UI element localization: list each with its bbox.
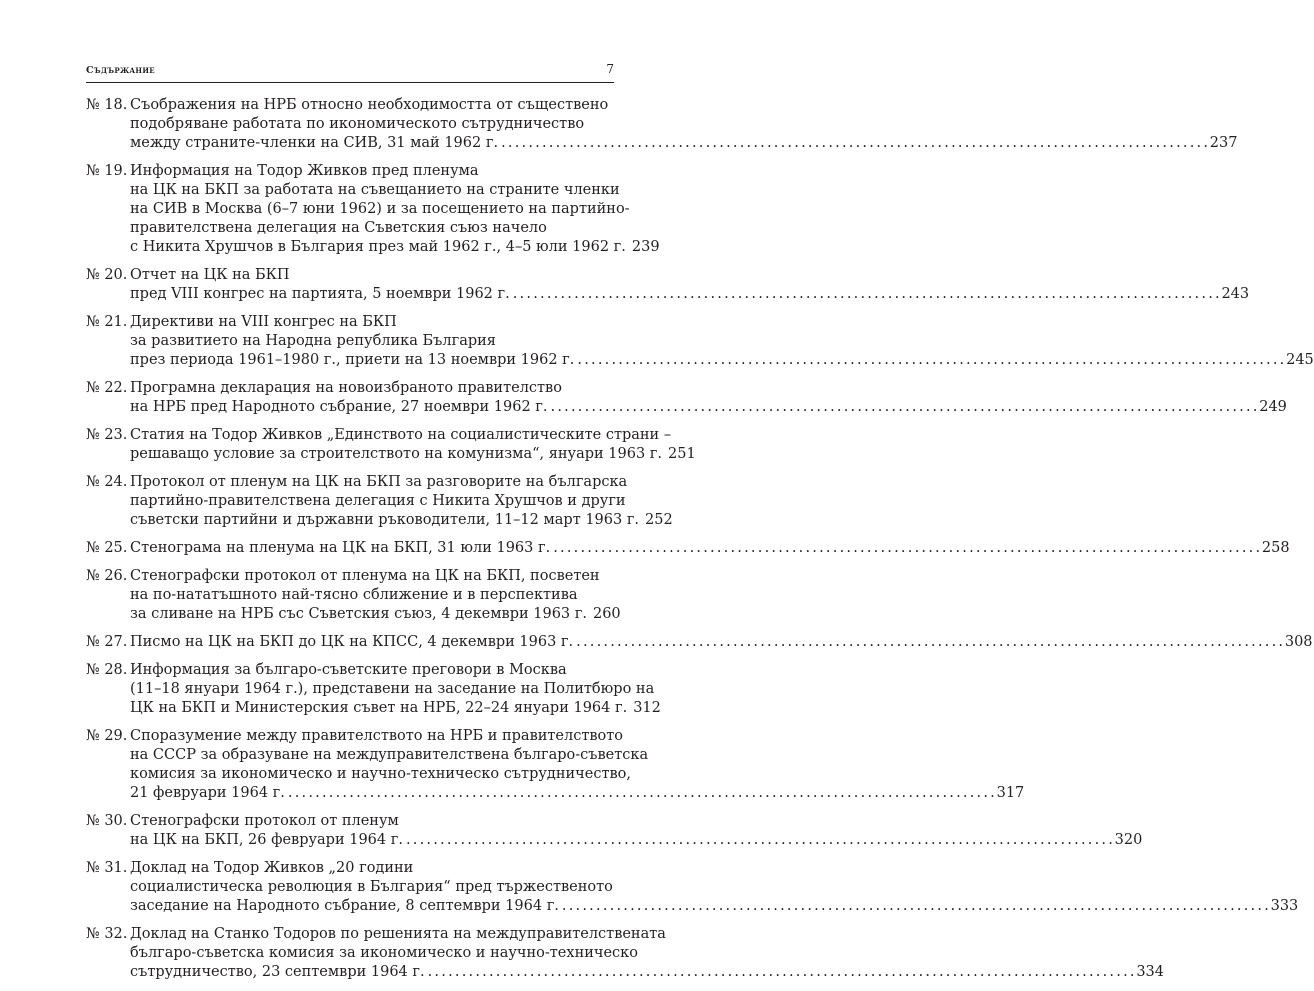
entry-title-line: на ЦК на БКП за работата на съвещанието на страните членки: [130, 182, 620, 198]
toc-entry: [86, 162, 660, 257]
entry-page-number: 260: [592, 606, 621, 622]
entry-last-line: [130, 897, 1299, 916]
entry-title-line: заседание на Народното събрание, 8 септември 1964 г.: [130, 898, 559, 914]
entry-last-line: [130, 539, 1290, 558]
entry-title-line: (11–18 януари 1964 г.), представени на заседание на Политбюро на: [130, 681, 655, 697]
entry-page-number: 237: [1209, 135, 1238, 151]
entry-title-line: с Никита Хрушчов в България през май 1962 г., 4–5 юли 1962 г.: [130, 239, 626, 255]
entry-title-line: комисия за икономическо и научно-техническо сътрудничество,: [130, 766, 631, 782]
entry-title-line: между страните-членки на СИВ, 31 май 1962 г.: [130, 135, 499, 151]
toc-entry: [86, 539, 1290, 558]
entry-number: № 18.: [86, 97, 128, 113]
entry-number: № 29.: [86, 728, 128, 744]
entry-number: № 28.: [86, 662, 128, 678]
entry-title-line: Споразумение между правителството на НРБ и правителството: [130, 728, 624, 744]
entry-title-line: на ЦК на БКП, 26 февруари 1964 г.: [130, 832, 403, 848]
entry-title-line: Стенографски протокол от пленум: [130, 813, 399, 829]
entry-body: [130, 859, 1299, 916]
entry-title-line: Стенограма на пленума на ЦК на БКП, 31 юли 1963 г.: [130, 540, 551, 556]
entry-last-line: [130, 511, 673, 530]
entry-body: [130, 633, 1313, 652]
entry-page-number: 317: [996, 785, 1025, 801]
entry-page-number: 243: [1221, 286, 1250, 302]
entry-last-line: [130, 445, 696, 464]
entry-body: [130, 661, 661, 718]
entry-body: [130, 266, 1250, 304]
entry-title-line: ЦК на БКП и Министерския съвет на НРБ, 22–24 януари 1964 г.: [130, 700, 628, 716]
dot-leader: [553, 539, 1259, 558]
entry-number: № 20.: [86, 267, 128, 283]
entry-title-line: за сливане на НРБ със Съветския съюз, 4 декември 1963 г.: [130, 606, 587, 622]
entry-last-line: [130, 784, 1025, 803]
toc-entry: [86, 859, 1299, 916]
entry-title-line: на СИВ в Москва (6–7 юни 1962) и за посещението на партийно-: [130, 201, 630, 217]
entry-body: [130, 379, 1287, 417]
dot-leader: [428, 963, 1134, 982]
dot-leader: [513, 285, 1219, 304]
entry-body: [130, 812, 1143, 850]
toc-entry: [86, 473, 673, 530]
entry-title-line: Протокол от пленум на ЦК на БКП за разговорите на българска: [130, 474, 628, 490]
toc-entry: [86, 567, 621, 624]
entry-last-line: [130, 398, 1287, 417]
entry-page-number: 308: [1284, 634, 1313, 650]
entry-number: № 27.: [86, 634, 128, 650]
entry-number: № 19.: [86, 163, 128, 179]
running-header: [86, 60, 614, 83]
dot-leader: [288, 784, 994, 803]
entry-title-line: на СССР за образуване на междуправителствена българо-съветска: [130, 747, 649, 763]
entry-title-line: на НРБ пред Народното събрание, 27 ноември 1962 г.: [130, 399, 548, 415]
entry-page-number: 252: [645, 512, 673, 528]
toc-entry: [86, 426, 696, 464]
dot-leader: [406, 831, 1112, 850]
entry-body: [130, 567, 621, 624]
entry-title-line: Писмо на ЦК на БКП до ЦК на КПСС, 4 декември 1963 г.: [130, 634, 574, 650]
entry-body: [130, 539, 1290, 558]
entry-title-line: за развитието на Народна република България: [130, 333, 496, 349]
entry-page-number: 312: [633, 700, 661, 716]
running-title: Съдържание: [86, 65, 155, 76]
entry-number: № 31.: [86, 860, 128, 876]
entry-body: [130, 727, 1025, 803]
toc-entry: [86, 96, 1238, 153]
entry-page-number: 249: [1259, 399, 1287, 415]
toc-entry: [86, 661, 661, 718]
entry-title-line: сътрудничество, 23 септември 1964 г.: [130, 964, 425, 980]
entry-title-line: правителствена делегация на Съветския съюз начело: [130, 220, 547, 236]
entry-title-line: решаващо условие за строителството на комунизма“, януари 1963 г.: [130, 446, 662, 462]
entry-number: № 24.: [86, 474, 128, 490]
entry-title-line: Съображения на НРБ относно необходимостта от съществено: [130, 97, 609, 113]
toc-entry: [86, 727, 1025, 803]
entry-page-number: 334: [1136, 964, 1164, 980]
entry-page-number: 239: [631, 239, 660, 255]
entry-last-line: [130, 633, 1313, 652]
entry-title-line: пред VIII конгрес на партията, 5 ноември 1962 г.: [130, 286, 510, 302]
dot-leader: [577, 351, 1283, 370]
entry-last-line: [130, 238, 660, 257]
entry-title-line: подобряване работата по икономическото сътрудничество: [130, 116, 585, 132]
entry-number: № 30.: [86, 813, 128, 829]
toc-entry: [86, 266, 1250, 304]
entry-title-line: българо-съветска комисия за икономическо и научно-техническо: [130, 945, 638, 961]
entry-title-line: партийно-правителствена делегация с Никита Хрушчов и други: [130, 493, 626, 509]
entry-last-line: [130, 699, 661, 718]
toc-entry: [86, 313, 1314, 370]
entry-title-line: Стенографски протокол от пленума на ЦК на БКП, посветен: [130, 568, 600, 584]
entry-title-line: Отчет на ЦК на БКП: [130, 267, 290, 283]
entry-last-line: [130, 831, 1143, 850]
entry-title-line: през периода 1961–1980 г., приети на 13 ноември 1962 г.: [130, 352, 575, 368]
entry-title-line: съветски партийни и държавни ръководители, 11–12 март 1963 г.: [130, 512, 640, 528]
entry-number: № 32.: [86, 926, 128, 942]
dot-leader: [501, 134, 1207, 153]
entry-last-line: [130, 963, 1164, 982]
entry-number: № 26.: [86, 568, 128, 584]
entry-last-line: [130, 134, 1238, 153]
entry-number: № 25.: [86, 540, 128, 556]
toc-entry: [86, 812, 1143, 850]
page-number: 7: [606, 62, 614, 76]
entry-body: [130, 925, 1164, 982]
entry-title-line: Статия на Тодор Живков „Единството на социалистическите страни –: [130, 427, 672, 443]
entry-body: [130, 96, 1238, 153]
toc-entry: [86, 925, 1164, 982]
table-of-contents: [86, 96, 1314, 991]
entry-title-line: на по-нататъшното най-тясно сближение и в перспектива: [130, 587, 578, 603]
toc-entry: [86, 633, 1313, 652]
entry-title-line: 21 февруари 1964 г.: [130, 785, 285, 801]
entry-title-line: Информация на Тодор Живков пред пленума: [130, 163, 479, 179]
entry-title-line: Информация за българо-съветските преговори в Москва: [130, 662, 567, 678]
entry-page-number: 320: [1114, 832, 1143, 848]
entry-page-number: 245: [1286, 352, 1314, 368]
entry-body: [130, 426, 696, 464]
entry-number: № 23.: [86, 427, 128, 443]
entry-title-line: Директиви на VIII конгрес на БКП: [130, 314, 397, 330]
dot-leader: [551, 398, 1257, 417]
entry-last-line: [130, 351, 1314, 370]
entry-page-number: 333: [1270, 898, 1299, 914]
entry-body: [130, 313, 1314, 370]
entry-page-number: 251: [668, 446, 696, 462]
dot-leader: [576, 633, 1282, 652]
entry-body: [130, 473, 673, 530]
entry-title-line: социалистическа революция в България“ пред тържественото: [130, 879, 613, 895]
entry-title-line: Програмна декларация на новоизбраното правителство: [130, 380, 562, 396]
entry-body: [130, 162, 660, 257]
entry-number: № 21.: [86, 314, 128, 330]
entry-number: № 22.: [86, 380, 128, 396]
entry-title-line: Доклад на Станко Тодоров по решенията на междуправителствената: [130, 926, 666, 942]
entry-title-line: Доклад на Тодор Живков „20 години: [130, 860, 414, 876]
entry-last-line: [130, 605, 621, 624]
entry-page-number: 258: [1261, 540, 1290, 556]
dot-leader: [562, 897, 1268, 916]
entry-last-line: [130, 285, 1250, 304]
toc-entry: [86, 379, 1287, 417]
